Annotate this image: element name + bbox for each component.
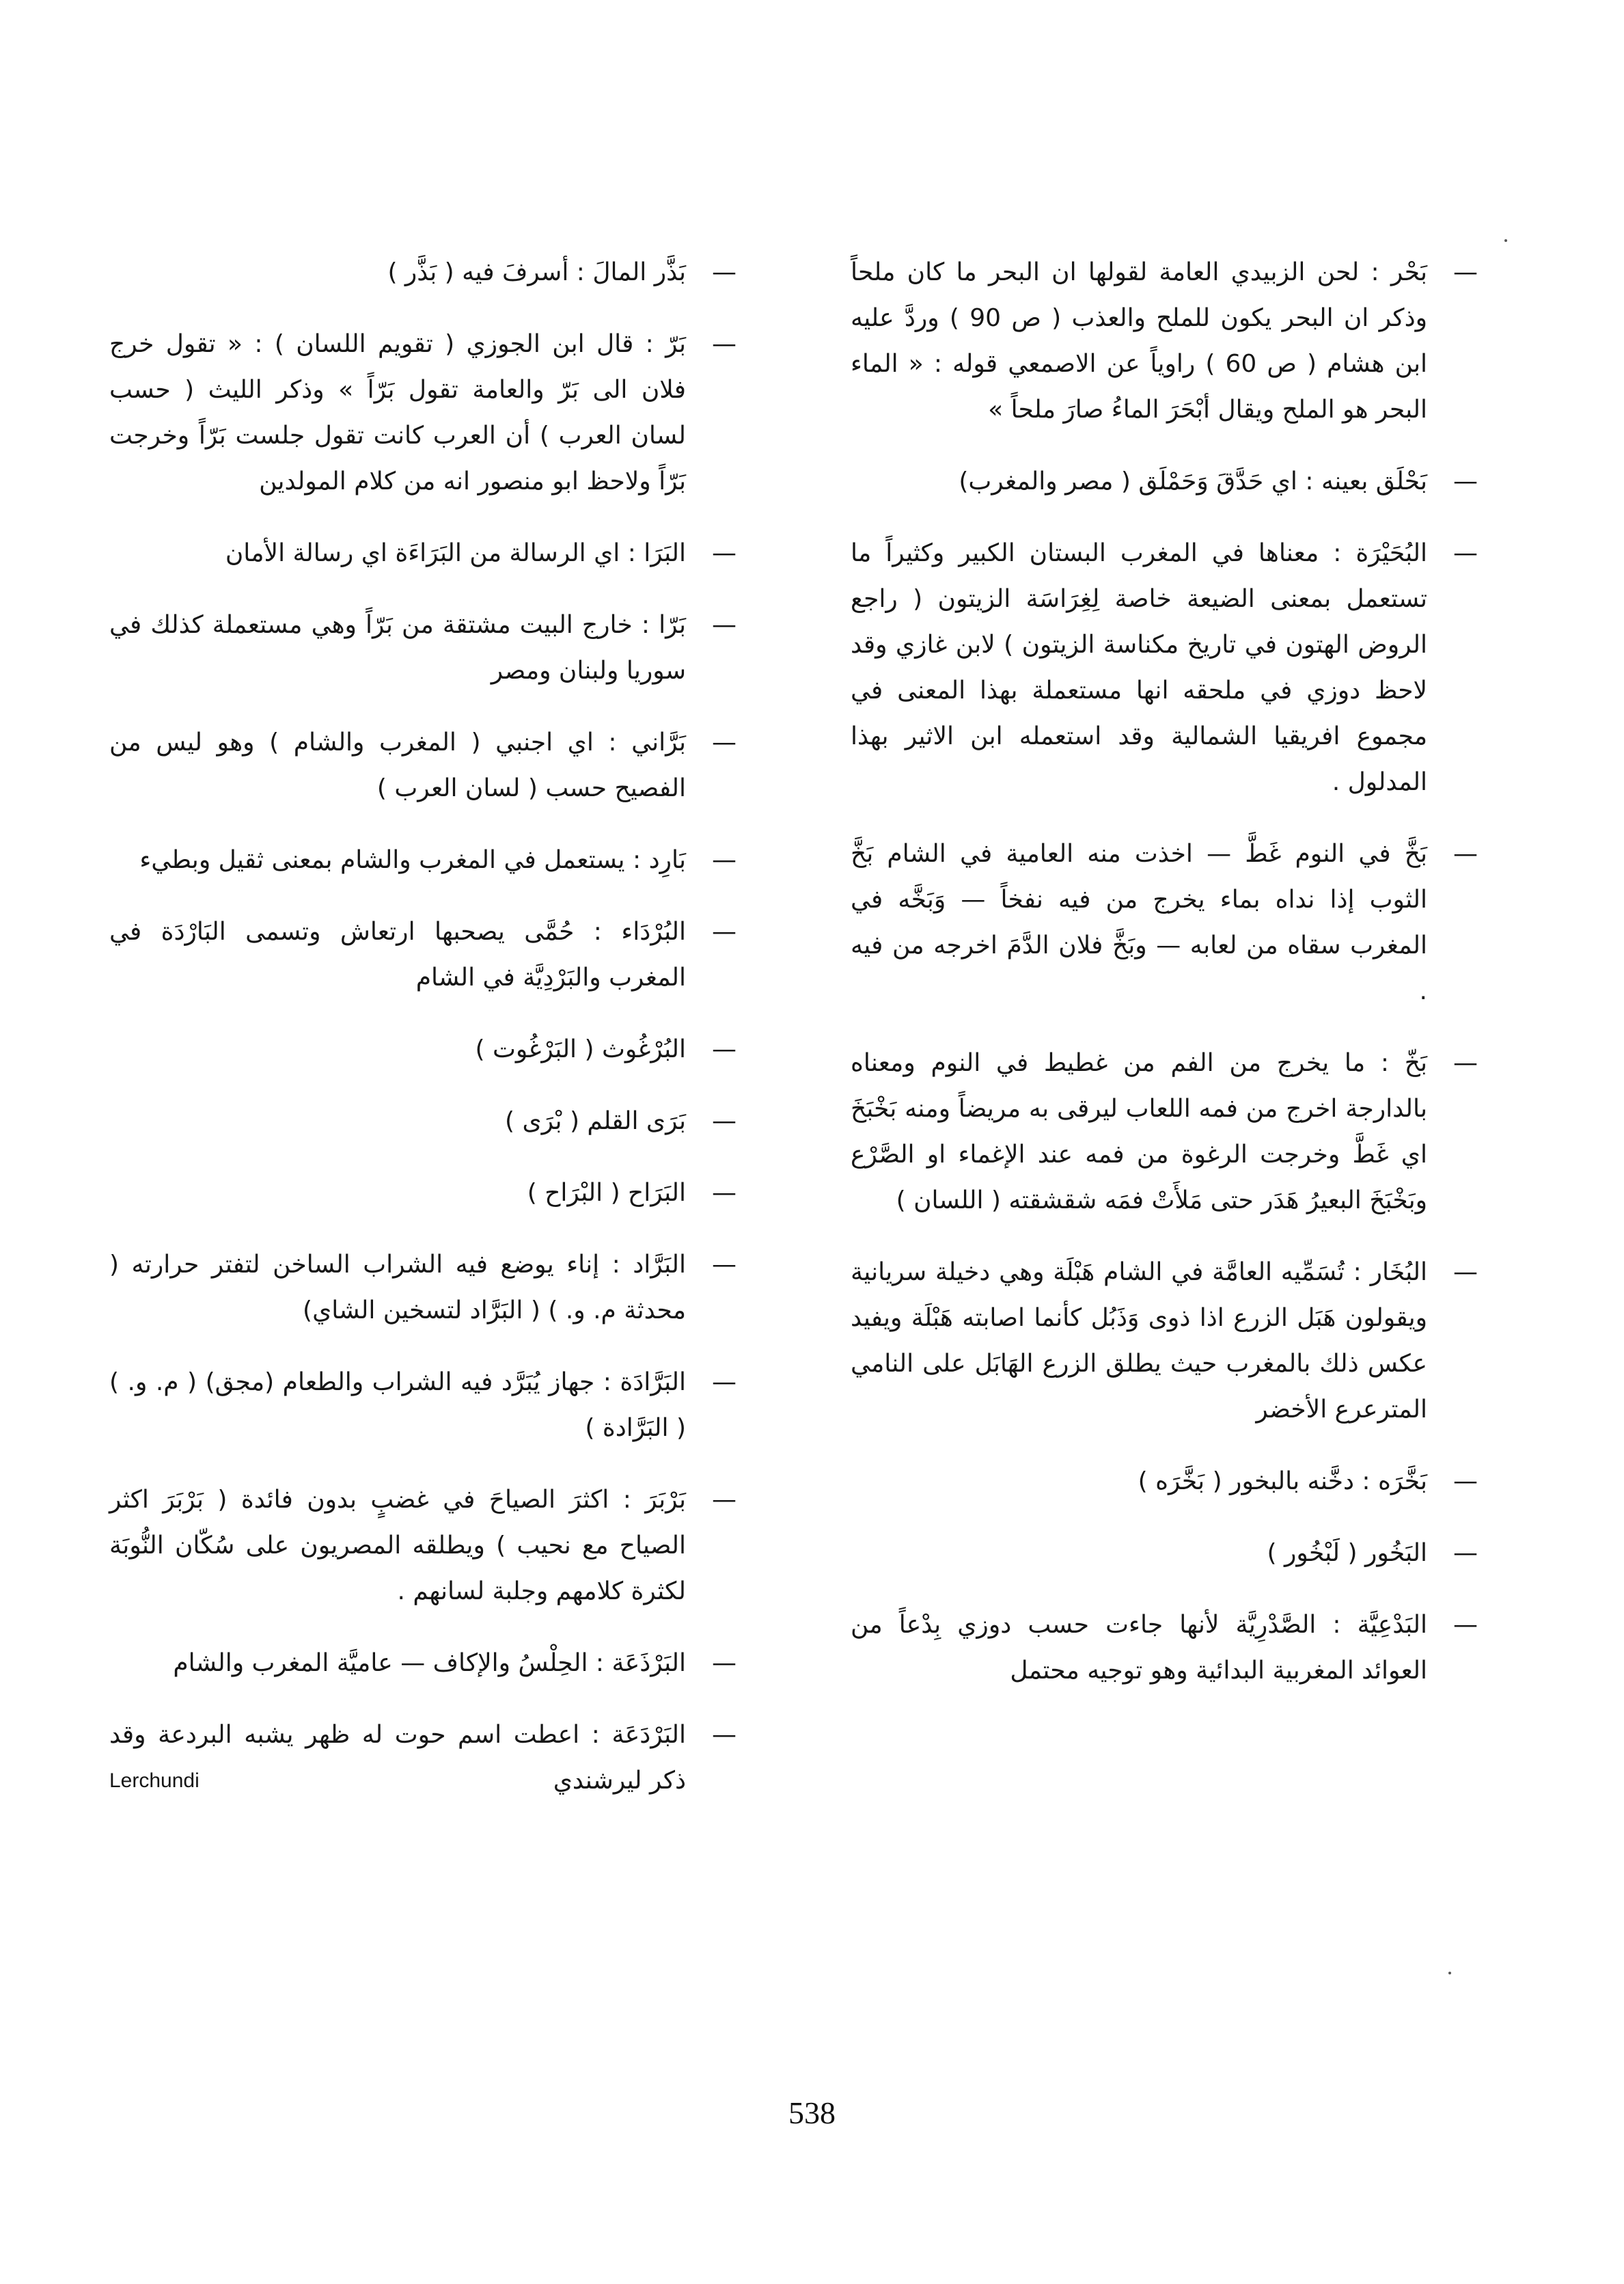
dictionary-entry — [109, 837, 745, 883]
dictionary-entry — [851, 1530, 1486, 1576]
dictionary-entry — [109, 1712, 745, 1804]
entry-dash: — — [712, 1368, 737, 1396]
entry-text: البَرَاح ( البْرَاح ) — [527, 1179, 686, 1207]
entry-dash: — — [712, 1251, 737, 1279]
dictionary-entry — [851, 459, 1486, 504]
entry-text: بَرّا : خارج البيت مشتقة من بَرّاً وهي مستعملة كذلك في سوريا ولبنان ومصر — [109, 611, 686, 685]
dictionary-entry — [109, 530, 745, 576]
entry-dash: — — [712, 1179, 737, 1207]
dictionary-entry — [109, 1098, 745, 1144]
dictionary-entry — [851, 530, 1486, 805]
entry-text: البَدْعِيَّة : الصَّدْرِيَّة لأنها جاءت حسب دوزي بِدْعاً من العوائد المغربية البدائية وهو توجيه محتمل — [851, 1611, 1427, 1685]
entry-text: بَذَّر المالَ : أسرفَ فيه ( بَذَّر ) — [387, 258, 686, 286]
left-column — [109, 249, 745, 1830]
entry-text: بَحْر : لحن الزبيدي العامة لقولها ان البحر ما كان ملحاً وذكر ان البحر يكون للملح والعذب ( ص 90 ) وردَّ عليه ابن هشام ( ص 60 ) راوياً عن الاصمعي قوله : « الماء البحر هو الملح ويقال أبْحَرَ الماءُ صارَ ملحاً » — [851, 258, 1428, 424]
entry-dash: — — [1453, 1611, 1478, 1639]
dictionary-entry — [109, 1027, 745, 1072]
entry-text: البَرَّادَة : جهاز يُبَرَّد فيه الشراب والطعام (مجق) ( م. و. ) ( البَرَّادة ) — [109, 1368, 686, 1442]
entry-dash: — — [712, 918, 737, 946]
entry-dash: — — [712, 539, 737, 567]
dictionary-entry — [109, 602, 745, 694]
entry-text: بَارِد : يستعمل في المغرب والشام بمعنى ثقيل وبطيء — [139, 846, 686, 874]
entry-text: بَرَى القلم ( بْرَى ) — [504, 1107, 686, 1135]
entry-dash: — — [712, 729, 737, 757]
entry-dash: — — [1453, 539, 1478, 567]
entry-dash: — — [1453, 258, 1478, 286]
scan-speck — [1504, 239, 1507, 242]
entry-dash: — — [712, 846, 737, 874]
entry-text: بَرّ : قال ابن الجوزي ( تقويم اللسان ) : « تقول خرج فلان الى بَرّ والعامة تقول بَرّاً » وذكر الليث ( حسب لسان العرب ) أن العرب كانت تقول جلست بَرّاً وخرجت بَرّاً ولاحظ ابو منصور انه من كلام المولدين — [109, 330, 686, 495]
dictionary-entry — [109, 1477, 745, 1614]
entry-dash: — — [712, 330, 737, 358]
dictionary-entry — [109, 720, 745, 811]
dictionary-entry — [851, 831, 1486, 1014]
entry-text: البَرَّاد : إناء يوضع فيه الشراب الساخن لتفتر حرارته ( محدثة م. و. ) ( البَرَّاد لتسخين الشاي) — [109, 1251, 686, 1324]
dictionary-entry — [109, 909, 745, 1001]
right-column — [851, 249, 1486, 1719]
entry-text: البُحَيْرَة : معناها في المغرب البستان الكبير وكثيراً ما تستعمل بمعنى الضيعة خاصة لِغِرَاسَة الزيتون ( راجع الروض الهتون في تاريخ مكناسة الزيتون ) لابن غازي وقد لاحظ دوزي في ملحقه انها مستعملة بهذا المعنى في مجموع افريقيا الشمالية وقد استعمله ابن الاثير بهذا المدلول . — [851, 539, 1427, 796]
entry-dash: — — [1453, 467, 1478, 495]
dictionary-entry — [851, 1249, 1486, 1432]
dictionary-entry — [109, 1242, 745, 1333]
entry-text: البُرْدَاء : حُمَّى يصحبها ارتعاش وتسمى البَارْدَة في المغرب والبَرْدِيَّة في الشام — [109, 918, 686, 992]
dictionary-entry — [109, 1640, 745, 1686]
page-number: 538 — [788, 2095, 836, 2130]
entry-text: البُخَار : تُسَمِّيه العامَّة في الشام هَبْلَة وهي دخيلة سريانية ويقولون هَبَل الزرع اذا ذوى وَذَبُل كأنما اصابته هَبْلَة ويفيد عكس ذلك بالمغرب حيث يطلق الزرع الهَابَل على النامي المترعرع الأخضر — [851, 1258, 1427, 1424]
entry-dash: — — [712, 1107, 737, 1135]
entry-dash: — — [712, 258, 737, 286]
entry-dash: — — [1453, 1467, 1478, 1495]
entry-text: بَرْبَرَ : اكثرَ الصياحَ في غضبٍ بدون فائدة ( بَرْبَرَ اكثر الصياح مع نحيب ) ويطلقه المصريون على سُكّان النُّوبَة لكثرة كلامهم وجلبة لسانهم . — [109, 1486, 686, 1605]
entry-text: بَخَّرَه : دخَّنه بالبخور ( بَخَّرَه ) — [1138, 1467, 1427, 1495]
dictionary-entry — [109, 1359, 745, 1451]
dictionary-entry — [109, 1170, 745, 1216]
dictionary-entry — [109, 249, 745, 295]
entry-dash: — — [1453, 1539, 1478, 1567]
entry-dash: — — [1453, 840, 1478, 868]
entry-dash: — — [1453, 1049, 1478, 1077]
entry-text: بَخَّ في النوم غَطَّ — اخذت منه العامية في الشام بَخَّ الثوب إذا نداه بماء يخرج من فيه نفخاً — وَبَخَّه في المغرب سقاه من لعابه — وبَخَّ فلان الدَّمَ اخرجه من فيه . — [851, 840, 1427, 1005]
entry-dash: — — [712, 1486, 737, 1514]
entry-dash: — — [712, 611, 737, 639]
entry-text: البَخُور ( لَبْخُور ) — [1267, 1539, 1427, 1567]
entry-dash: — — [712, 1035, 737, 1063]
entry-text: بَخّ : ما يخرج من الفم من غطيط في النوم ومعناه بالدارجة اخرج من فمه اللعاب ليرقى به مريضاً ومنه بَخْبَخَ اي غَطَّ وخرجت الرغوة من فمه عند الإغماء او الصَّرْع وبَخْبَخَ البعيرُ هَدَر حتى مَلأَتْ فمَه شقشقته ( اللسان ) — [851, 1049, 1427, 1214]
entry-text: بَرَّاني : اي اجنبي ( المغرب والشام ) وهو ليس من الفصيح حسب ( لسان العرب ) — [109, 729, 686, 802]
entry-dash: — — [712, 1649, 737, 1677]
dictionary-entry — [109, 321, 745, 504]
entry-dash: — — [1453, 1258, 1478, 1286]
entry-text: البَرْذَعَة : الحِلْسُ والإكاف — عاميَّة المغرب والشام — [173, 1649, 686, 1677]
entry-dash: — — [712, 1721, 737, 1749]
entry-text: البَرَا : اي الرسالة من البَرَاءَة اي رسالة الأمان — [225, 539, 686, 567]
entry-text: البُرْغُوث ( البَرْغُوت ) — [475, 1035, 686, 1063]
dictionary-entry — [851, 249, 1486, 433]
entry-text: البَرْدَعَة : اعطت اسم حوت له ظهر يشبه البردعة وقد ذكر ليرشندي — [109, 1721, 686, 1795]
latin-name: Lerchundi — [109, 1769, 199, 1792]
dictionary-entry — [851, 1458, 1486, 1504]
scan-speck — [1448, 1972, 1451, 1974]
entry-text: بَحْلَق بعينه : اي حَدَّقَ وَحَمْلَق ( مصر والمغرب) — [959, 467, 1427, 495]
dictionary-entry — [851, 1040, 1486, 1223]
dictionary-entry — [851, 1602, 1486, 1694]
